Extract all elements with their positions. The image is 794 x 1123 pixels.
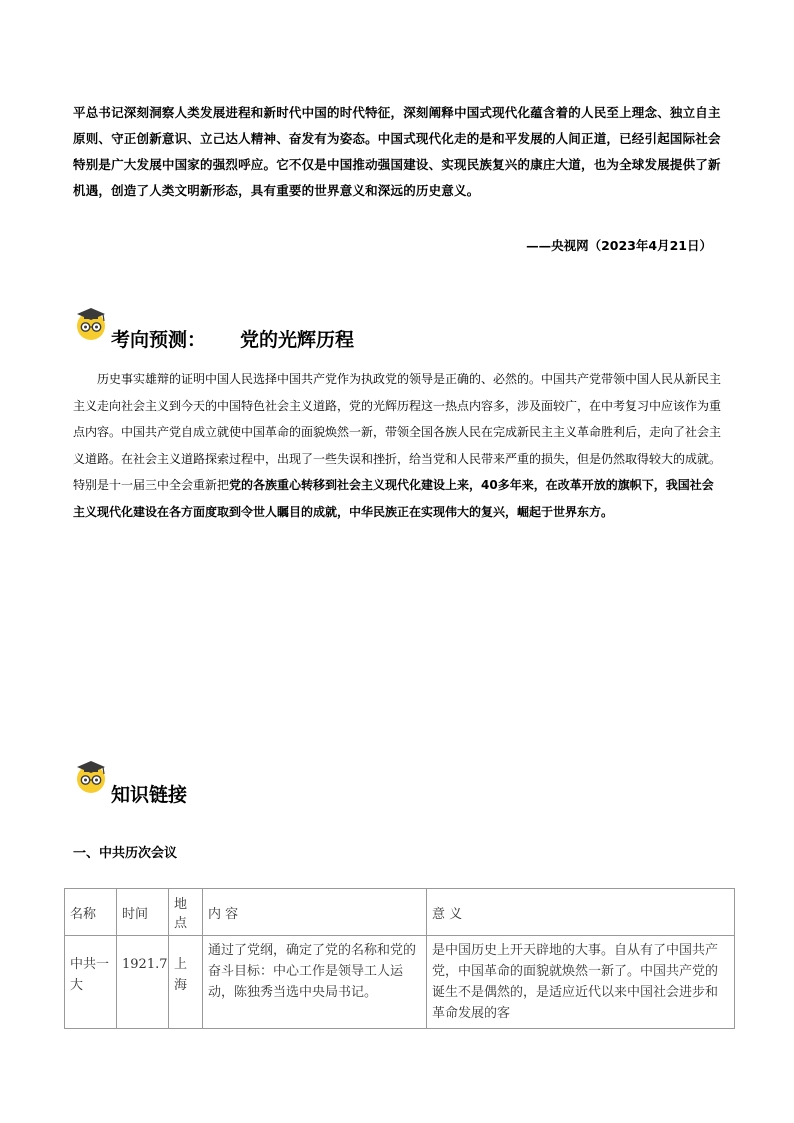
intro-paragraph: 平总书记深刻洞察人类发展进程和新时代中国的时代特征，深刻阐释中国式现代化蕴含着的人民至上理念、独立自主原则、守正创新意识、立己达人精神、奋发有为姿态。中国式现代化走的是和平发展的人间正道，已经引起国际社会特别是广大发展中国家的强烈呼应。它不仅是中国推动强国建设、实现民族复兴的康庄大道，也为全球发展提供了新机遇，创造了人类文明新形态，具有重要的世界意义和深远的历史意义。 — [73, 105, 721, 198]
header-time: 时间 — [117, 889, 169, 936]
forecast-paragraph-bold: 党的各族重心转移到社会主义现代化建设上来，40多年来，在改革开放的旗帜下，我国社会主义现代化建设在各方面度取到令世人瞩目的成就，中华民族正在实现伟大的复兴，崛起于世界东方。 — [73, 478, 714, 519]
student-mascot-icon — [73, 758, 109, 794]
student-mascot-icon — [73, 305, 109, 341]
intro-source: ——央视网（2023年4月21日） — [526, 238, 712, 253]
cell-significance-text: 是中国历史上开天辟地的大事。自从有了中国共产党，中国革命的面貌就焕然一新了。中国共产党的诞生不是偶然的，是适应近代以来中国社会进步和革命发展的客 — [432, 943, 719, 1021]
meetings-table — [64, 888, 735, 1029]
cell-name: 中共一大 — [65, 936, 117, 1029]
forecast-paragraph-plain: 历史事实雄辩的证明中国人民选择中国共产党作为执政党的领导是正确的、必然的。中国共产党带领中国人民从新民主主义走向社会主义到今天的中国特色社会主义道路，党的光辉历程这一热点内容多，涉及面较广，在中考复习中应该作为重点内容。中国共产党自成立就使中国革命的面貌焕然一新，带领全国各族人民在完成新民主主义革命胜利后，走向了社会主义道路。在社会主义道路探索过程中，出现了一些失误和挫折，给当党和人民带来严重的损失，但是仍然取得较大的成就。特别是十一届三中全会重新把 — [73, 372, 722, 492]
header-name: 名称 — [65, 889, 117, 936]
forecast-label: 考向预测： — [111, 329, 207, 351]
forecast-topic: 党的光辉历程 — [240, 329, 355, 351]
cell-significance — [427, 936, 735, 1029]
section-title: 一、中共历次会议 — [73, 846, 178, 861]
header-significance: 意 义 — [427, 889, 735, 936]
intro-quote — [73, 100, 723, 204]
table-header-row — [65, 889, 735, 936]
cell-time: 1921.7 — [117, 936, 169, 1029]
knowledge-heading: 知识链接 — [111, 784, 188, 806]
cell-content-text: 通过了党纲，确定了党的名称和党的奋斗目标：中心工作是领导工人运动，陈独秀当选中央局书记。 — [208, 943, 417, 1000]
forecast-body — [73, 366, 723, 525]
header-content: 内 容 — [203, 889, 427, 936]
header-place: 地点 — [169, 889, 203, 936]
cell-place: 上海 — [169, 936, 203, 1029]
forecast-heading — [111, 325, 354, 352]
cell-content — [203, 936, 427, 1029]
table-row — [65, 936, 735, 1029]
